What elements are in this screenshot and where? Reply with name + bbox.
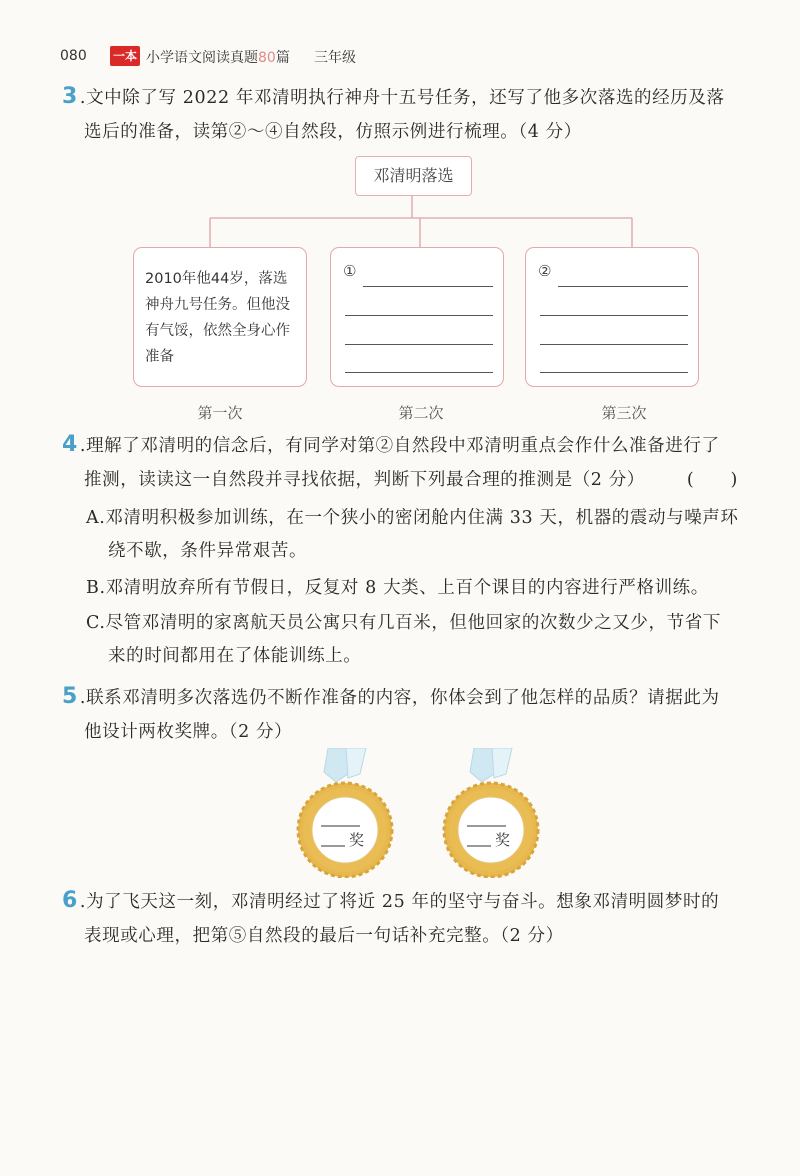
blank-1-marker: ① bbox=[343, 262, 357, 280]
question-6-line-2: 表现或心理，把第⑤自然段的最后一句话补充完整。（2 分） bbox=[84, 926, 564, 946]
book-suffix: 篇 bbox=[275, 50, 290, 66]
book-title-text: 小学语文阅读真题 bbox=[146, 50, 258, 66]
diagram-root-box: 邓清明落选 bbox=[355, 156, 472, 196]
blank-2-marker: ② bbox=[538, 262, 552, 280]
example-card bbox=[133, 247, 307, 387]
question-5 bbox=[62, 680, 720, 749]
label-second: 第二次 bbox=[398, 404, 444, 422]
brand-logo: 一本 bbox=[110, 46, 140, 66]
answer-line bbox=[345, 372, 493, 373]
medal-1[interactable] bbox=[290, 748, 400, 878]
option-b[interactable] bbox=[86, 572, 709, 605]
question-6 bbox=[62, 884, 719, 953]
question-4-text-1: .理解了邓清明的信念后，有同学对第②自然段中邓清明重点会作什么准备进行了 bbox=[79, 436, 720, 456]
answer-line bbox=[345, 344, 493, 345]
option-a-line-2: 绕不歇，条件异常艰苦。 bbox=[108, 541, 308, 561]
answer-line bbox=[540, 344, 688, 345]
question-5-text-1: .联系邓清明多次落选仍不断作准备的内容，你体会到了他怎样的品质？请据此为 bbox=[79, 688, 720, 708]
question-5-line-1 bbox=[62, 680, 720, 715]
example-text: 2010年他44岁，落选神舟九号任务。但他没有气馁，依然全身心作准备 bbox=[145, 271, 290, 365]
option-c-line-1: C.尽管邓清明的家离航天员公寓只有几百米，但他回家的次数少之又少，节省下 bbox=[86, 613, 721, 633]
label-third: 第三次 bbox=[601, 404, 647, 422]
question-5-line-2: 他设计两枚奖牌。（2 分） bbox=[84, 722, 293, 742]
medal-1-char: 奖 bbox=[349, 831, 365, 849]
question-4-line-1 bbox=[62, 428, 738, 463]
medal-2-char: 奖 bbox=[495, 831, 511, 849]
question-3-number: 3 bbox=[62, 84, 78, 109]
answer-line bbox=[540, 315, 688, 316]
question-4 bbox=[62, 428, 738, 497]
answer-line bbox=[540, 372, 688, 373]
page-number: 080 bbox=[60, 48, 87, 64]
question-3-line-2: 选后的准备，读第②～④自然段，仿照示例进行梳理。（4 分） bbox=[84, 122, 582, 142]
question-6-line-1 bbox=[62, 884, 719, 919]
option-c-line-2: 来的时间都用在了体能训练上。 bbox=[108, 646, 362, 666]
question-6-text-1: .为了飞天这一刻，邓清明经过了将近 25 年的坚守与奋斗。想象邓清明圆梦时的 bbox=[79, 892, 720, 912]
answer-paren[interactable]: ( ) bbox=[686, 470, 738, 490]
question-4-text-2: 推测，读读这一自然段并寻找依据，判断下列最合理的推测是（2 分） bbox=[84, 470, 645, 490]
question-3-text-1: .文中除了写 2022 年邓清明执行神舟十五号任务，还写了他多次落选的经历及落 bbox=[79, 88, 725, 108]
question-4-number: 4 bbox=[62, 432, 78, 457]
grade-label: 三年级 bbox=[314, 50, 356, 66]
answer-card-2[interactable] bbox=[330, 247, 504, 387]
book-count: 80 bbox=[258, 50, 276, 66]
answer-card-3[interactable] bbox=[525, 247, 699, 387]
medal-2[interactable] bbox=[436, 748, 546, 878]
option-a[interactable] bbox=[86, 502, 739, 568]
answer-line bbox=[345, 315, 493, 316]
answer-line bbox=[363, 286, 493, 287]
option-b-line-1: B.邓清明放弃所有节假日，反复对 8 大类、上百个课目的内容进行严格训练。 bbox=[86, 578, 709, 598]
question-5-number: 5 bbox=[62, 684, 78, 709]
option-a-line-1: A.邓清明积极参加训练，在一个狭小的密闭舱内住满 33 天，机器的震动与噪声环 bbox=[86, 508, 739, 528]
question-4-line-2 bbox=[62, 463, 738, 497]
question-6-number: 6 bbox=[62, 888, 78, 913]
label-first: 第一次 bbox=[197, 404, 243, 422]
diagram-connectors bbox=[0, 0, 800, 260]
option-c[interactable] bbox=[86, 607, 721, 673]
answer-line bbox=[558, 286, 688, 287]
